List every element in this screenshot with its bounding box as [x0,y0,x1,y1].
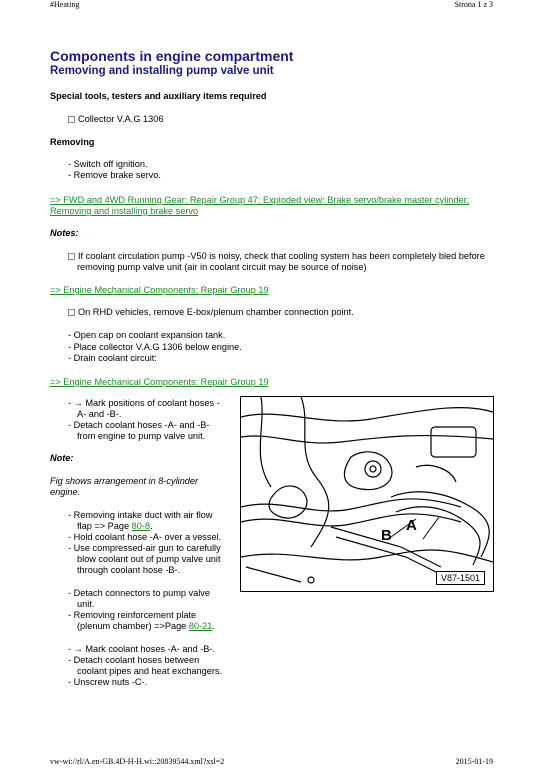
air-gun-line1: - Use compressed-air gun to carefully [68,543,221,553]
page-title: Components in engine compartment [50,48,294,64]
plate-line2: (plenum chamber) =>Page 80-21. [77,621,215,631]
page-80-8-link[interactable]: 80-8 [131,521,151,531]
detach-hoses-line1: - Detach coolant hoses -A- and -B- [68,420,210,430]
engine-mechanical-link-1[interactable]: => Engine Mechanical Components; Repair Group 19 [50,285,269,295]
footer-left: vw-wi://rl/A.en-GB.4D-H-H.wi::20839544.xml?xsl=2 [50,757,225,766]
note-coolant-pump: If coolant circulation pump -V50 is noisy, check that cooling system has been completely bled before [68,251,485,262]
engine-figure [240,396,494,592]
detach-hoses-2-line2: coolant pipes and heat exchangers. [77,666,223,676]
fig-note-line2: engine. [50,487,81,497]
mark-hoses-line1: - → Mark positions of coolant hoses - [68,398,220,408]
footer-right: 2015-01-19 [455,757,493,766]
page-subtitle: Removing and installing pump valve unit [50,65,274,77]
collector-item: Collector V.A.G 1306 [68,114,163,125]
callout-a: A [406,517,417,534]
figure-code: V87-1501 [436,571,485,585]
bullet-box-icon [68,253,75,260]
rhd-note: On RHD vehicles, remove E-box/plenum chamber connection point. [68,307,354,318]
header-right: Strona 1 z 3 [454,0,493,9]
engine-mechanical-link-2[interactable]: => Engine Mechanical Components; Repair Group 19 [50,377,269,387]
step-open-cap: - Open cap on coolant expansion tank. [68,330,226,340]
callout-b: B [381,527,392,544]
brake-servo-link-line1[interactable]: => FWD and 4WD Running Gear; Repair Group 47; Exploded view: Brake servo/brake master cylinder; [50,195,470,205]
detach-hoses-2-line1: - Detach coolant hoses between [68,655,200,665]
removing-step-2: - Remove brake servo. [68,170,161,180]
brake-servo-link-line2[interactable]: Removing and installing brake servo [50,206,199,216]
mark-hoses-2-line: - → Mark coolant hoses -A- and -B-. [68,644,216,654]
mark-hoses-line2: A- and -B-. [77,409,122,419]
air-gun-line2: blow coolant out of pump valve unit [77,554,221,564]
intake-duct-line1: - Removing intake duct with air flow [68,510,213,520]
connectors-line2: unit. [77,599,95,609]
note-heading: Note: [50,453,74,463]
special-tools-heading: Special tools, testers and auxiliary items required [50,91,267,101]
connectors-line1: - Detach connectors to pump valve [68,588,210,598]
engine-illustration [241,397,493,591]
fig-note-line1: Fig shows arrangement in 8-cylinder [50,476,199,486]
detach-hoses-line2: from engine to pump valve unit. [77,431,206,441]
removing-heading: Removing [50,137,95,147]
intake-duct-line2: flap => Page 80-8. [77,521,153,531]
plate-line1: - Removing reinforcement plate [68,610,197,620]
step-place-collector: - Place collector V.A.G 1306 below engine. [68,342,242,352]
air-gun-line3: through coolant hose -B-. [77,565,181,575]
page-80-21-link[interactable]: 80-21 [188,621,213,631]
note-coolant-pump-line2: removing pump valve unit (air in coolant circuit may be source of noise) [77,262,367,272]
unscrew-nuts-line: - Unscrew nuts -C-. [68,677,148,687]
header-left: #Heating [50,0,80,9]
hold-hose-line: - Hold coolant hose -A- over a vessel. [68,532,222,542]
bullet-box-icon [68,116,75,123]
step-drain-coolant: - Drain coolant circuit: [68,353,157,363]
bullet-box-icon [68,309,75,316]
removing-step-1: - Switch off ignition. [68,159,148,169]
notes-heading: Notes: [50,228,79,238]
